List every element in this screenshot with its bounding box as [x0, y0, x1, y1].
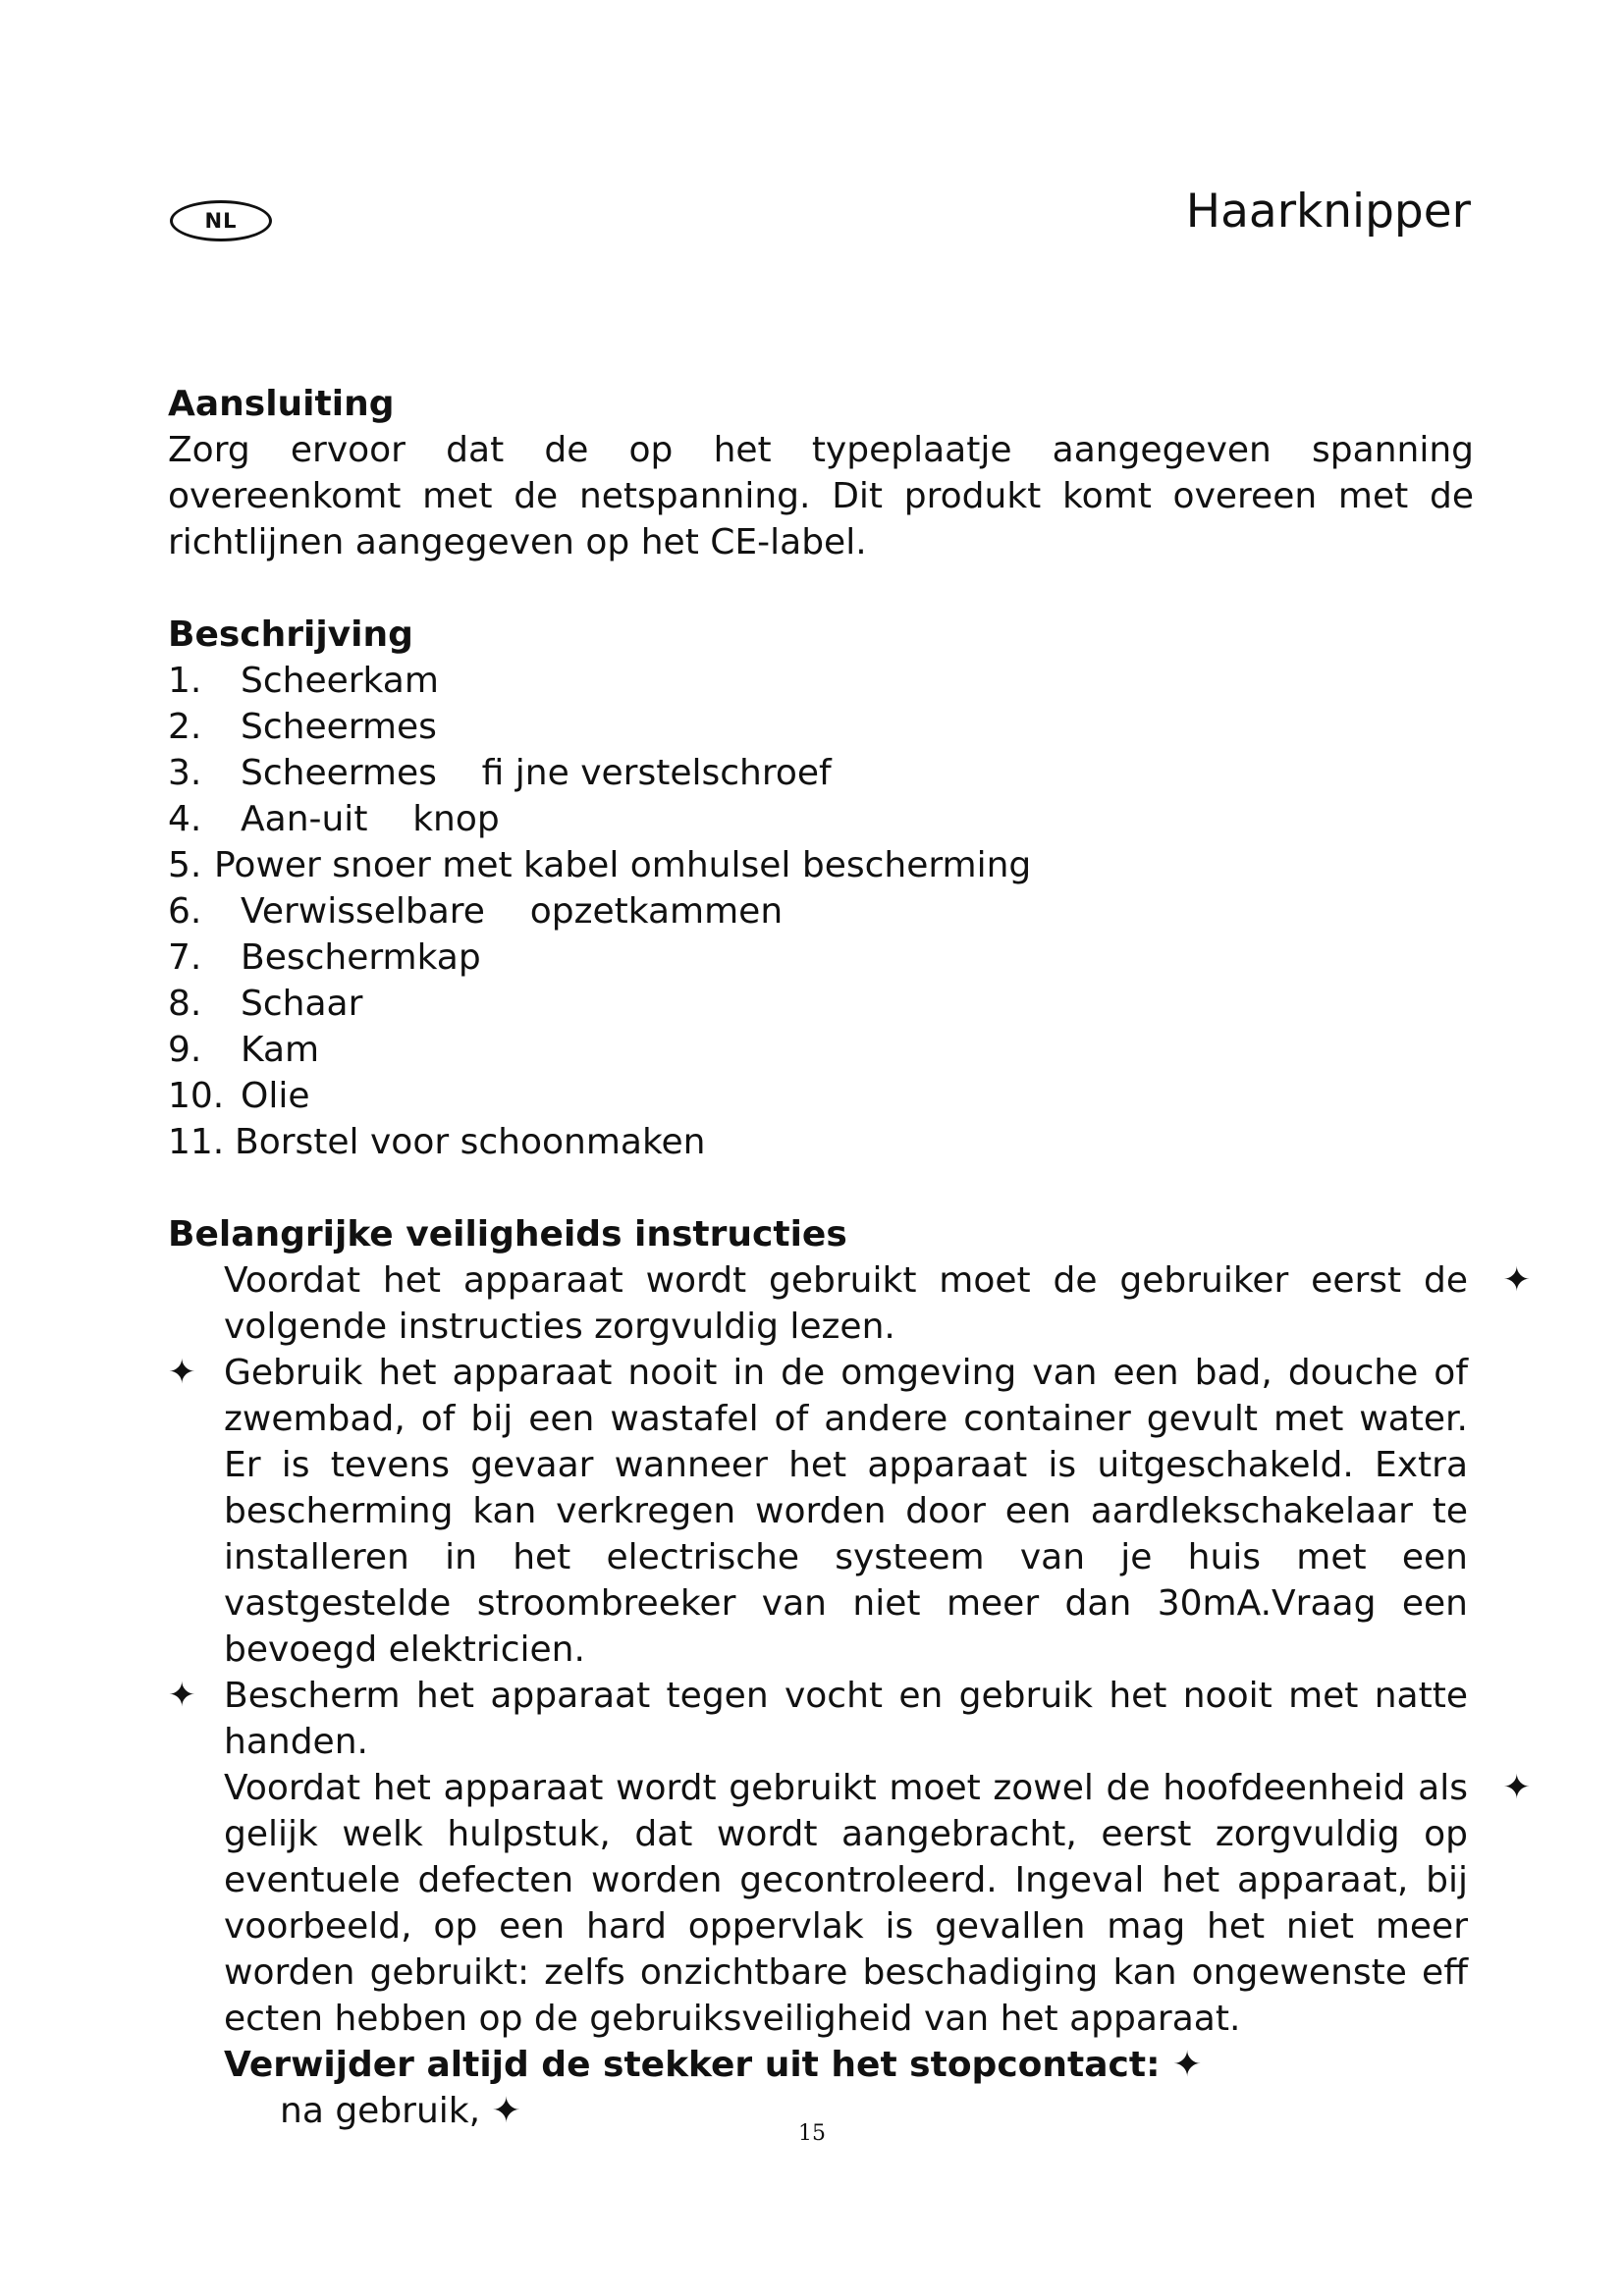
section-heading-description: Beschrijving — [168, 614, 413, 655]
safety-instructions-list — [168, 1257, 1531, 2042]
list-item-label: Scheermes fi jne verstelschroef — [241, 753, 832, 793]
list-item — [168, 1119, 1474, 1165]
safety-instruction — [168, 1257, 1531, 1350]
safety-instruction — [168, 1350, 1468, 1673]
safety-instruction-text: Voordat het apparaat wordt gebruikt moet de gebruiker eerst de volgende instructies zorgvuldig lezen. — [224, 1260, 1468, 1347]
list-item-number: 4. — [168, 799, 202, 839]
connection-paragraph: Zorg ervoor dat de op het typeplaatje aangegeven spanning overeenkomt met de netspanning. Dit produkt komt overeen met de richtlijnen aangegeven op het CE-label. — [168, 430, 1474, 562]
unplug-heading — [168, 2042, 1474, 2088]
description-list — [168, 658, 1474, 1165]
safety-instruction — [168, 1673, 1468, 1765]
safety-instruction-text: Gebruik het apparaat nooit in de omgeving van een bad, douche of zwembad, of bij een wastafel of andere container gevult met water. Er is tevens gevaar wanneer het apparaat is uitgeschakeld. Extra bescherming kan verkregen worden door een aardlekschakelaar te installeren in het electrische systeem van je huis met een vastgestelde stroombreeker van niet meer dan 30mA.Vraag een bevoegd elektricien. — [224, 1353, 1468, 1670]
list-item-label: Aan-uit knop — [241, 799, 500, 839]
unplug-item-text: na gebruik, — [280, 2091, 481, 2131]
bullet-diamond-icon: ✦ — [168, 1676, 196, 1715]
list-item-number: 7. — [168, 937, 202, 978]
list-item — [168, 842, 1474, 888]
list-item — [168, 888, 1474, 934]
list-item — [168, 704, 1474, 750]
list-item-number: 11. — [168, 1122, 225, 1162]
list-item-number: 1. — [168, 661, 202, 701]
list-item-number: 5. — [168, 845, 202, 885]
safety-instruction-text: Voordat het apparaat wordt gebruikt moet zowel de hoofdeenheid als gelijk welk hulpstuk, dat wordt aangebracht, eerst zorgvuldig op eventuele defecten worden gecontroleerd. Ingeval het apparaat, bij voorbeeld, op een hard oppervlak is gevallen mag het niet meer worden gebruikt: zelfs onzichtbare beschadiging kan ongewenste eff ecten hebben op de gebruiksveiligheid van het apparaat. — [224, 1768, 1468, 2039]
list-item — [168, 658, 1474, 704]
list-item — [168, 1073, 1474, 1119]
bullet-diamond-icon: ✦ — [1502, 1260, 1531, 1300]
document-title: Haarknipper — [1185, 185, 1471, 239]
list-item-number: 8. — [168, 984, 202, 1024]
list-item-label: Kam — [241, 1030, 320, 1070]
list-item — [168, 934, 1474, 981]
safety-instruction-text: Bescherm het apparaat tegen vocht en gebruik het nooit met natte handen. — [224, 1676, 1468, 1762]
list-item-number: 2. — [168, 707, 202, 747]
list-item-label: Olie — [241, 1076, 310, 1116]
list-item — [168, 1027, 1474, 1073]
unplug-heading-text: Verwijder altijd de stekker uit het stopcontact: — [224, 2045, 1161, 2085]
list-item-number: 3. — [168, 753, 202, 793]
list-item-label: Borstel voor schoonmaken — [235, 1122, 706, 1162]
language-badge — [170, 200, 272, 241]
list-item-label: Scheermes — [241, 707, 437, 747]
section-heading-safety: Belangrijke veiligheids instructies — [168, 1214, 847, 1255]
list-item-label: Power snoer met kabel omhulsel bescherming — [214, 845, 1032, 885]
language-badge-label: NL — [204, 209, 238, 233]
list-item-label: Beschermkap — [241, 937, 481, 978]
list-item — [168, 750, 1474, 796]
list-item — [168, 981, 1474, 1027]
list-item-number: 6. — [168, 891, 202, 932]
bullet-diamond-icon: ✦ — [491, 2091, 521, 2131]
list-item-label: Verwisselbare opzetkammen — [241, 891, 784, 932]
bullet-diamond-icon: ✦ — [1502, 1768, 1531, 1807]
list-item-number: 10. — [168, 1076, 225, 1116]
list-item-label: Schaar — [241, 984, 363, 1024]
bullet-diamond-icon: ✦ — [168, 1353, 196, 1392]
section-heading-connection: Aansluiting — [168, 384, 395, 424]
bullet-diamond-icon: ✦ — [1172, 2045, 1203, 2085]
list-item-label: Scheerkam — [241, 661, 439, 701]
list-item-number: 9. — [168, 1030, 202, 1070]
page-number: 15 — [798, 2121, 826, 2146]
list-item — [168, 796, 1474, 842]
safety-instruction — [168, 1765, 1531, 2042]
document-body — [168, 381, 1531, 2134]
